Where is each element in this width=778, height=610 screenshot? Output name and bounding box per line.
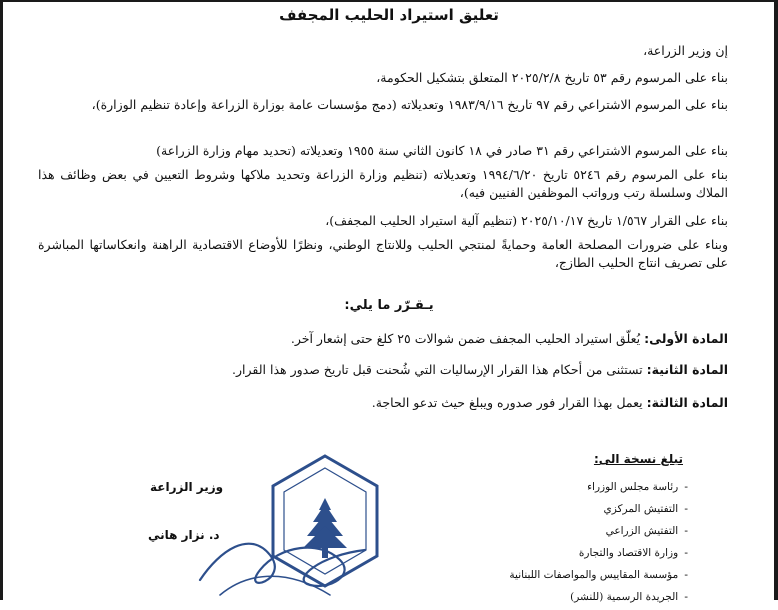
article-1-label: المادة الأولى:	[644, 331, 728, 346]
distribution-item: -التفتيش الزراعي	[605, 525, 688, 537]
preamble-line-2: بناء على المرسوم الاشتراعي رقم ٩٧ تاريخ ١٩٨٣/٩/١٦ وتعديلاته (دمج مؤسسات عامة بوزارة الزراعة وإعادة تنظيم الوزارة)،	[91, 97, 728, 112]
article-1-text: يُعلّق استيراد الحليب المجفف ضمن شوالات ٢٥ كلغ حتى إشعار آخر.	[290, 331, 641, 346]
article-3-label: المادة الثالثة:	[646, 395, 728, 410]
article-2	[38, 362, 728, 377]
distribution-item: -التفتيش المركزي	[603, 503, 688, 515]
article-2-label: المادة الثانية:	[646, 362, 728, 377]
minister-intro: إن وزير الزراعة،	[643, 43, 728, 58]
document-title: تعليق استيراد الحليب المجفف	[279, 6, 499, 24]
distribution-item: -رئاسة مجلس الوزراء	[587, 481, 688, 493]
preamble-line-1: بناء على المرسوم رقم ٥٣ تاريخ ٢٠٢٥/٢/٨ المتعلق بتشكيل الحكومة،	[376, 70, 728, 85]
distribution-title: تبلغ نسخة الى:	[593, 452, 683, 466]
distribution-item: -مؤسسة المقاييس والمواصفات اللبنانية	[509, 569, 688, 581]
signatory-title: وزير الزراعة	[150, 480, 224, 494]
preamble-line-4: بناء على المرسوم رقم ٥٢٤٦ تاريخ ١٩٩٤/٦/٢٠ وتعديلاته (تنظيم وزارة الزراعة وتحديد ملاكها وشروط التعيين في بعض وظائف هذا الملاك وسلسلة رتب ورواتب الموظفين الفنيين فيه)،	[38, 167, 728, 200]
preamble-line-6: وبناء على ضرورات المصلحة العامة وحمايةً لمنتجي الحليب وللانتاج الوطني، ونظرًا للأوضاع الاقتصادية الراهنة وانعكاساتها المباشرة على تصريف انتاج الحليب الطازج،	[38, 237, 728, 270]
decides-heading: يـقـرّر ما يلي:	[344, 298, 434, 313]
article-3-text: يعمل بهذا القرار فور صدوره ويبلغ حيث تدعو الحاجة.	[371, 395, 643, 410]
handwritten-signature-icon	[180, 500, 380, 600]
preamble-line-5: بناء على القرار ١/٥٦٧ تاريخ ٢٠٢٥/١٠/١٧ (تنظيم آلية استيراد الحليب المجفف)،	[325, 213, 728, 228]
article-3	[38, 395, 728, 410]
signatory-name: د. نزار هاني	[148, 528, 220, 542]
scan-edge-top	[0, 0, 778, 2]
article-2-text: تستثنى من أحكام هذا القرار الإرساليات التي شُحنت قبل تاريخ صدور هذا القرار.	[232, 362, 643, 377]
distribution-item: -الجريدة الرسمية (للنشر)	[570, 591, 688, 603]
distribution-item: -وزارة الاقتصاد والتجارة	[578, 547, 688, 559]
article-1	[38, 331, 728, 346]
preamble-line-3: بناء على المرسوم الاشتراعي رقم ٣١ صادر في ١٨ كانون الثاني سنة ١٩٥٥ وتعديلاته (تحديد مهام وزارة الزراعة)	[156, 143, 728, 158]
distribution-list	[509, 478, 688, 610]
